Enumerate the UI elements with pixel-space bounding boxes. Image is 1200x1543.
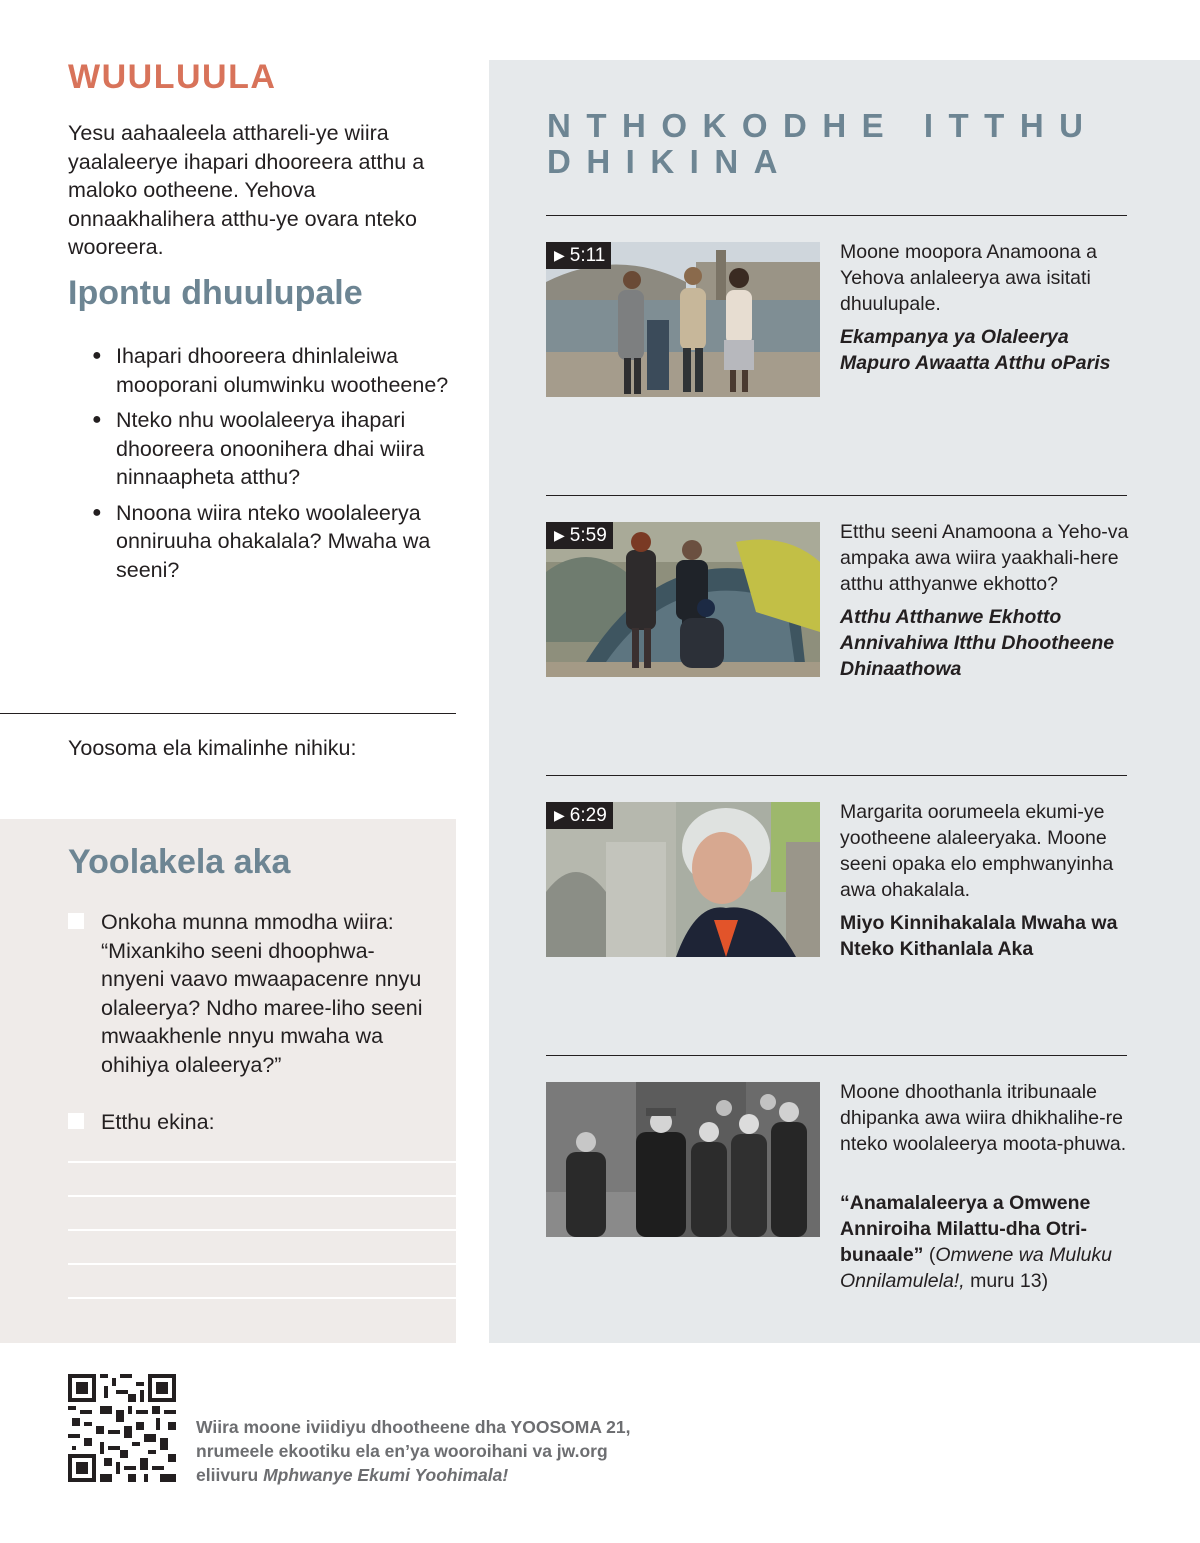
- footer-note: [196, 1415, 666, 1487]
- video-divider: [546, 215, 1127, 216]
- goal-item: [68, 908, 428, 1079]
- review-title: Ipontu dhuulupale: [68, 274, 363, 312]
- duration-text: 6:29: [569, 805, 607, 826]
- qr-code-icon[interactable]: [68, 1374, 176, 1482]
- play-icon: ▶: [554, 527, 565, 543]
- video-description: Moone moopora Anamoona a Yehova anlaleerya awa isitati dhuulupale.: [840, 241, 1097, 315]
- footer-text: Wiira moone iviidiyu dhootheene dha YOOSOMA 21, nrumeele ekootiku ela en’ya wooroihani va jw.org eliivuru: [196, 1417, 631, 1485]
- video-description: Etthu seeni Anamoona a Yeho-va ampaka awa wiira yaakhali-here atthu atthyanwe ekhotto?: [840, 521, 1129, 595]
- more-title: NTHOKODHE ITTHU DHIKINA: [547, 107, 1099, 180]
- article-title: “Anamalaleerya a Omwene Anniroiha Milattu-dha Otri-bunaale”: [840, 1192, 1091, 1266]
- historical-photo: [546, 1082, 820, 1237]
- article-source-chapter: muru 13): [964, 1270, 1049, 1292]
- review-list: [92, 342, 452, 591]
- video-title[interactable]: Miyo Kinnihakalala Mwaha wa Nteko Kithanlala Aka: [840, 912, 1118, 960]
- summary-text: Yesu aahaaleela atthareli-ye wiira yaalaleerye ihapari dhooreera atthu a maloko ootheene. Yehova onnaakhalihera atthu-ye ovara nteko wooreera.: [68, 121, 425, 259]
- goal-item-text: Etthu ekina:: [101, 1110, 215, 1134]
- goal-item: [68, 1108, 428, 1137]
- play-icon: ▶: [554, 807, 565, 823]
- video-divider: [546, 1055, 1127, 1056]
- review-item: [92, 342, 452, 399]
- checkbox-icon[interactable]: [68, 1113, 84, 1129]
- video-thumbnail[interactable]: [546, 522, 820, 677]
- video-divider: [546, 495, 1127, 496]
- summary-title: WUULUULA: [68, 58, 277, 96]
- bullet-icon: ●: [92, 411, 102, 428]
- duration-badge: [546, 242, 611, 269]
- video-title[interactable]: Atthu Atthanwe Ekhotto Annivahiwa Itthu Dhootheene Dhinaathowa: [840, 606, 1115, 680]
- article-description: Moone dhoothanla itribunaale dhipanka awa wiira dhikhalihe-re nteko woolaleerya moota-phuwa.: [840, 1081, 1127, 1155]
- video-title[interactable]: Ekampanya ya Olaleerya Mapuro Awaatta Atthu oParis: [840, 326, 1111, 374]
- review-item: [92, 406, 452, 492]
- bullet-icon: ●: [92, 503, 102, 521]
- article-source-open: (: [923, 1244, 936, 1266]
- duration-text: 5:59: [569, 525, 607, 546]
- footer-book: Mphwanye Ekumi Yoohimala!: [263, 1465, 509, 1485]
- write-in-line[interactable]: [68, 1195, 456, 1197]
- bullet-icon: ●: [92, 347, 102, 364]
- section-divider: [0, 713, 456, 714]
- review-item-text: Nnoona wiira nteko woolaleerya onniruuha ohakalala? Mwaha wa seeni?: [116, 500, 431, 582]
- courthouse-group-photo: [546, 1082, 820, 1237]
- duration-badge: [546, 802, 613, 829]
- goal-item-text: Onkoha munna mmodha wiira: “Mixankiho seeni dhoophwa-nnyeni vaavo mwaapacenre nnyu olaleerya? Ndho maree-liho seeni mwaakhenle nnyu mwaha wa ohihiya olaleerya?”: [101, 910, 423, 1077]
- study-completed-line: Yoosoma ela kimalinhe nihiku:: [68, 736, 357, 760]
- goal-title: Yoolakela aka: [68, 843, 291, 881]
- article-title-block[interactable]: [840, 1190, 1130, 1294]
- video-thumbnail[interactable]: [546, 242, 820, 397]
- write-in-line[interactable]: [68, 1229, 456, 1231]
- play-icon: ▶: [554, 247, 565, 263]
- review-item-text: Nteko nhu woolaleerya ihapari dhooreera onoonihera dhai wiira ninnaapheta atthu?: [116, 408, 425, 489]
- checkbox-icon[interactable]: [68, 913, 84, 929]
- review-item-text: Ihapari dhooreera dhinlaleiwa mooporani olumwinku wootheene?: [116, 344, 449, 397]
- write-in-line[interactable]: [68, 1161, 456, 1163]
- video-divider: [546, 775, 1127, 776]
- duration-badge: [546, 522, 613, 549]
- article-source-book: Omwene wa Muluku Onnilamulela!,: [840, 1244, 1113, 1292]
- review-item: [92, 499, 452, 585]
- video-description: Margarita oorumeela ekumi-ye yootheene alaleeryaka. Moone seeni opaka elo emphwanyinha awa ohakalala.: [840, 801, 1114, 901]
- duration-text: 5:11: [569, 245, 606, 266]
- write-in-line[interactable]: [68, 1263, 456, 1265]
- video-thumbnail[interactable]: [546, 802, 820, 957]
- write-in-line[interactable]: [68, 1297, 456, 1299]
